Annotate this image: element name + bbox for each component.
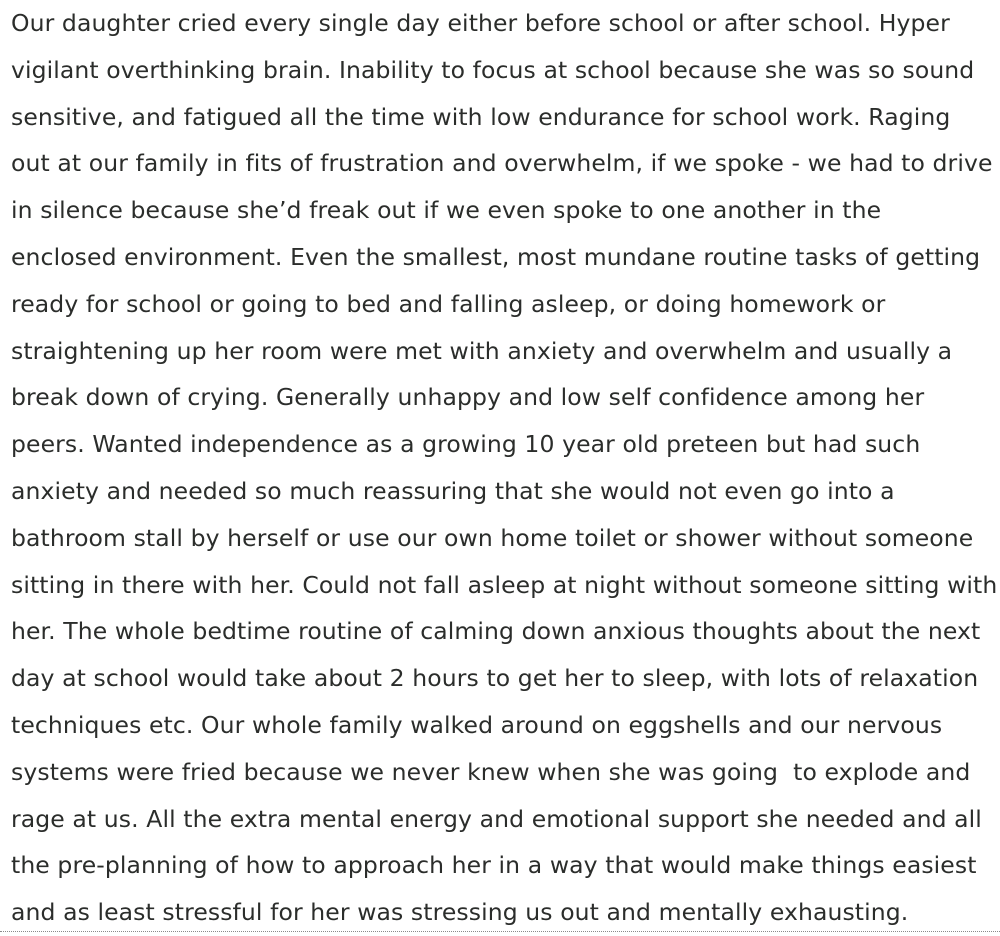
paragraph-line: ready for school or going to bed and falling asleep, or doing homework or xyxy=(11,289,886,318)
testimonial-paragraph xyxy=(11,0,996,936)
paragraph-line: systems were fried because we never knew when she was going to explode and xyxy=(11,757,971,786)
paragraph-line: anxiety and needed so much reassuring that she would not even go into a xyxy=(11,476,895,505)
paragraph-line: out at our family in fits of frustration and overwhelm, if we spoke - we had to drive xyxy=(11,149,993,178)
paragraph-line: peers. Wanted independence as a growing 10 year old preteen but had such xyxy=(11,430,921,459)
paragraph-line: enclosed environment. Even the smallest, most mundane routine tasks of getting xyxy=(11,242,981,271)
paragraph-line: Our daughter cried every single day either before school or after school. Hyper xyxy=(11,9,950,37)
paragraph-line: in silence because she’d freak out if we even spoke to one another in the xyxy=(11,196,882,225)
paragraph-line: sensitive, and fatigued all the time with low endurance for school work. Raging xyxy=(11,102,951,131)
paragraph-line: vigilant overthinking brain. Inability to focus at school because she was so sound xyxy=(11,55,975,84)
dotted-divider xyxy=(0,931,1000,932)
paragraph-line: techniques etc. Our whole family walked around on eggshells and our nervous xyxy=(11,710,943,739)
paragraph-line: bathroom stall by herself or use our own home toilet or shower without someone xyxy=(11,523,974,552)
paragraph-line: day at school would take about 2 hours to get her to sleep, with lots of relaxation xyxy=(11,664,979,693)
paragraph-line: rage at us. All the extra mental energy and emotional support she needed and all xyxy=(11,804,982,833)
paragraph-line: straightening up her room were met with anxiety and overwhelm and usually a xyxy=(11,336,953,365)
paragraph-line: break down of crying. Generally unhappy and low self confidence among her xyxy=(11,383,925,412)
paragraph-line: her. The whole bedtime routine of calming down anxious thoughts about the next xyxy=(11,617,981,646)
paragraph-line: the pre-planning of how to approach her in a way that would make things easiest xyxy=(11,851,977,880)
paragraph-line: and as least stressful for her was stressing us out and mentally exhausting. xyxy=(11,898,909,927)
paragraph-line: sitting in there with her. Could not fall asleep at night without someone sitting with xyxy=(11,570,998,599)
